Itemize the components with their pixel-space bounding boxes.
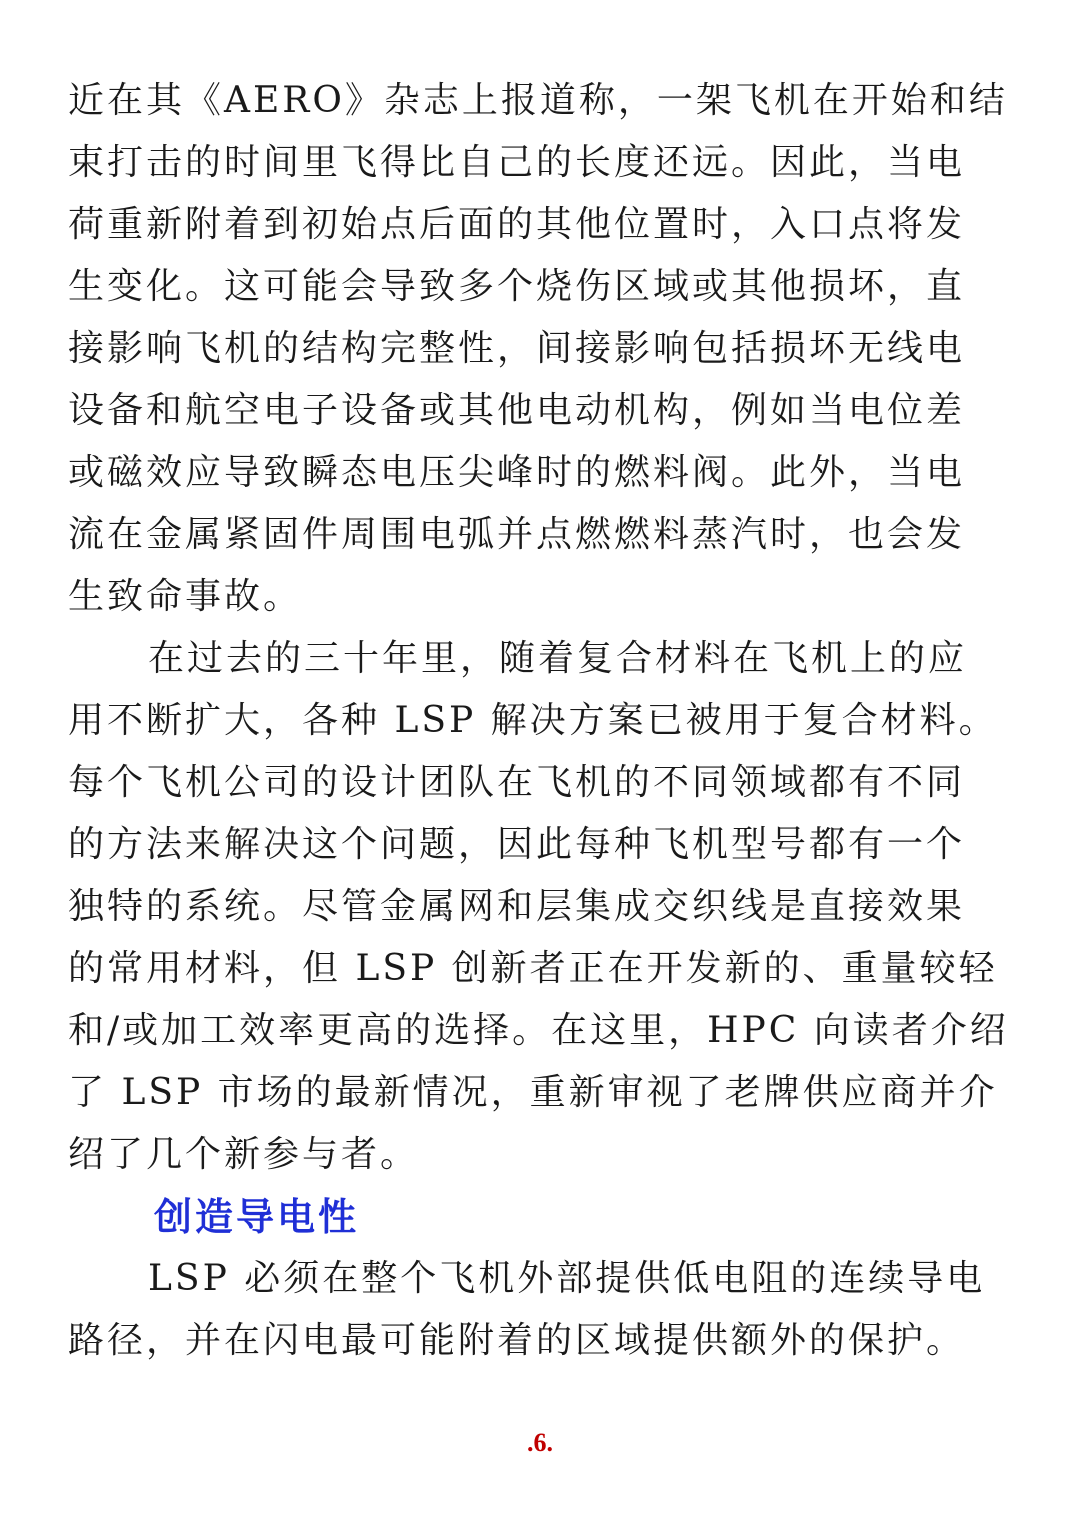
text-line: 的常用材料，但 LSP 创新者正在开发新的、重量较轻 — [68, 948, 998, 989]
text-line: 流在金属紧固件周围电弧并点燃燃料蒸汽时，也会发 — [68, 514, 966, 555]
text-line: 接影响飞机的结构完整性，间接影响包括损坏无线电 — [68, 328, 966, 369]
text-line: 或磁效应导致瞬态电压尖峰时的燃料阀。此外，当电 — [68, 452, 966, 493]
text-line: 生致命事故。 — [68, 576, 303, 617]
article-body — [68, 70, 1013, 1372]
text-line: 和/或加工效率更高的选择。在这里，HPC 向读者介绍 — [68, 1010, 1009, 1051]
text-line: 用不断扩大，各种 LSP 解决方案已被用于复合材料。 — [68, 700, 998, 741]
paragraph-3 — [68, 1248, 1013, 1372]
page-number: .6. — [527, 1428, 553, 1457]
text-line: 荷重新附着到初始点后面的其他位置时，入口点将发 — [68, 204, 966, 245]
text-line: 设备和航空电子设备或其他电动机构，例如当电位差 — [68, 390, 966, 431]
text-line: 独特的系统。尽管金属网和层集成交织线是直接效果 — [68, 886, 966, 927]
text-line: 了 LSP 市场的最新情况，重新审视了老牌供应商并介 — [68, 1072, 998, 1113]
paragraph-1 — [68, 70, 1013, 628]
text-line: 路径，并在闪电最可能附着的区域提供额外的保护。 — [68, 1320, 966, 1361]
text-line: LSP 必须在整个飞机外部提供低电阻的连续导电 — [148, 1258, 986, 1299]
text-line: 每个飞机公司的设计团队在飞机的不同领域都有不同 — [68, 762, 966, 803]
text-line: 束打击的时间里飞得比自己的长度还远。因此，当电 — [68, 142, 966, 183]
text-line: 绍了几个新参与者。 — [68, 1134, 420, 1175]
paragraph-2 — [68, 628, 1013, 1186]
text-line: 在过去的三十年里，随着复合材料在飞机上的应 — [148, 638, 968, 679]
text-line: 近在其《AERO》杂志上报道称，一架飞机在开始和结 — [68, 80, 1008, 121]
text-line: 的方法来解决这个问题，因此每种飞机型号都有一个 — [68, 824, 966, 865]
section-heading: 创造导电性 — [154, 1194, 360, 1239]
text-line: 生变化。这可能会导致多个烧伤区域或其他损坏，直 — [68, 266, 966, 307]
